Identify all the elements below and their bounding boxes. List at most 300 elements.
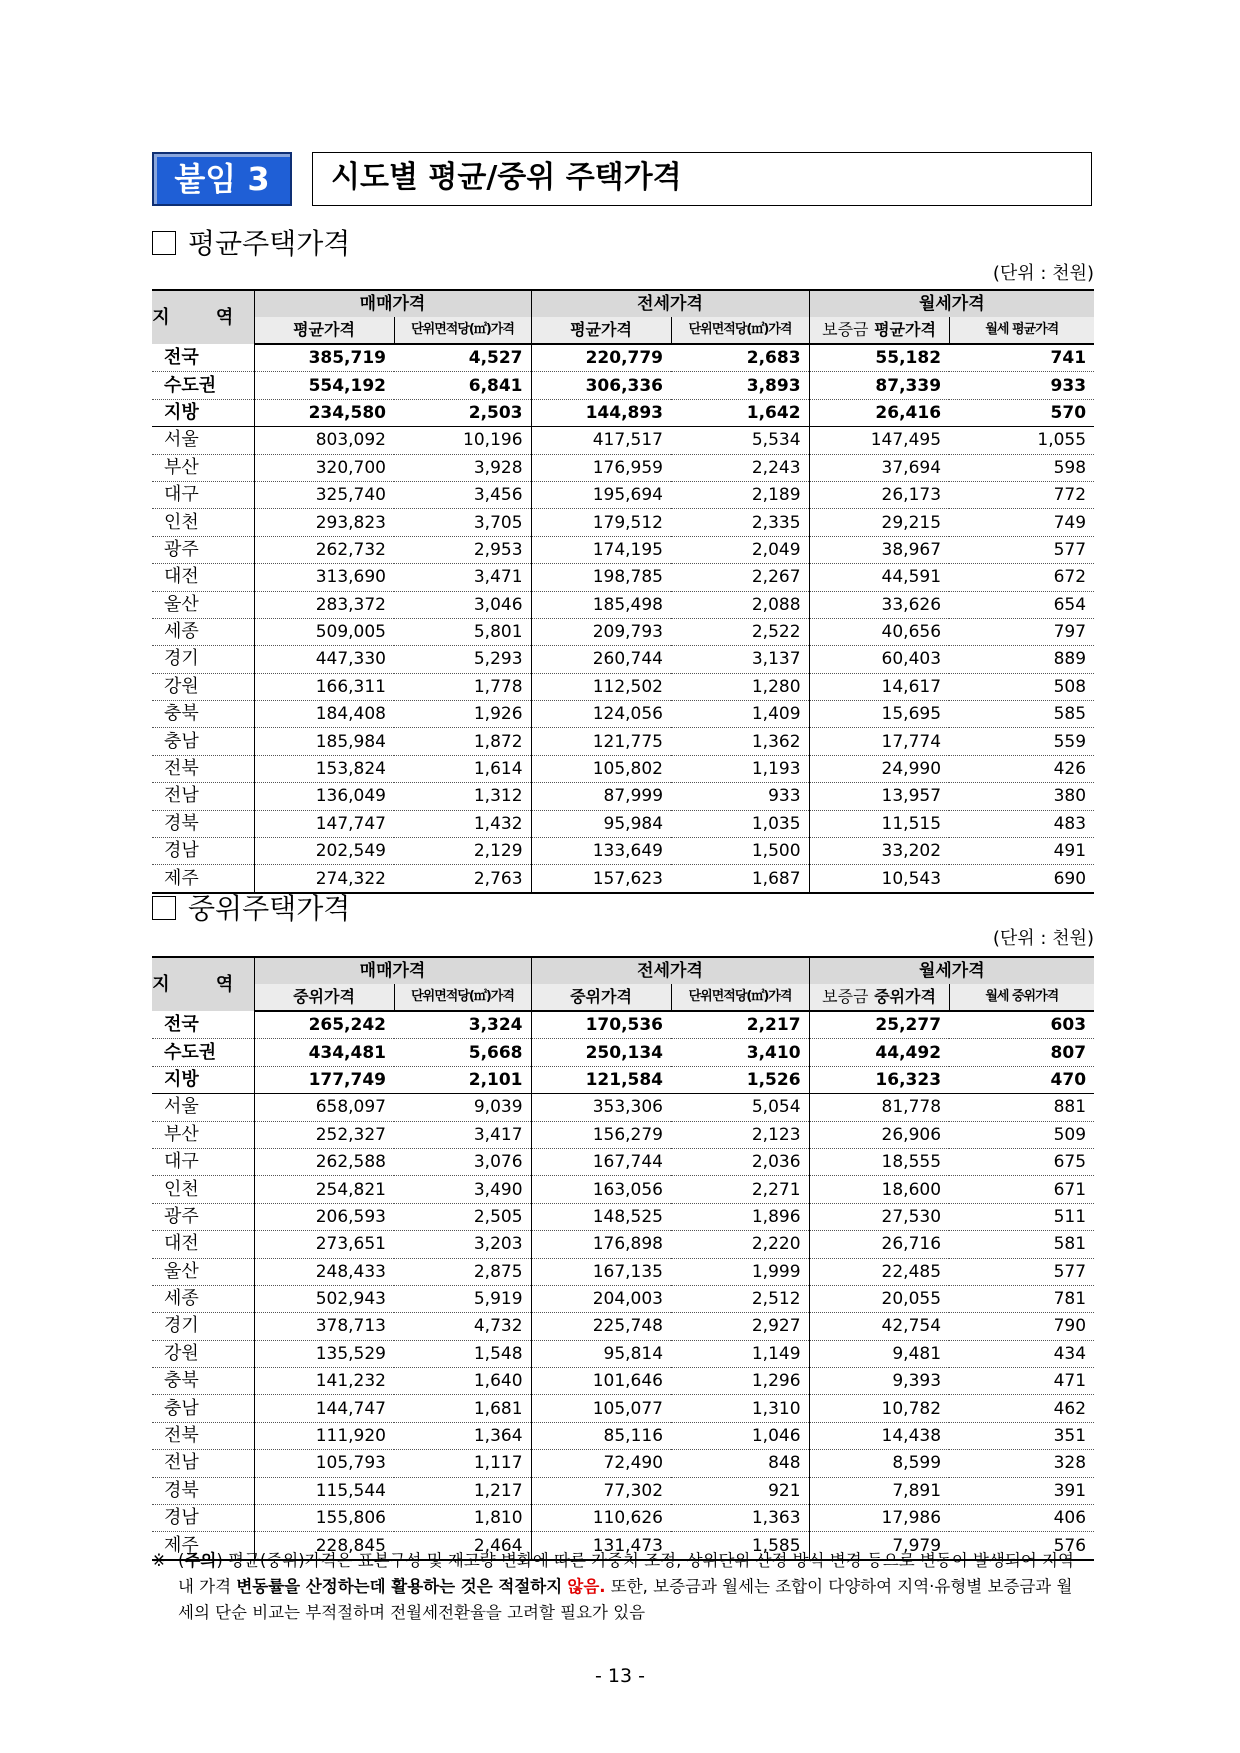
region-cell (152, 1368, 254, 1395)
region-name: 울산 (164, 1260, 199, 1282)
region-name: 충남 (164, 1397, 199, 1419)
value-cell: 1,432 (394, 810, 531, 837)
value-cell: 3,137 (671, 646, 809, 673)
value-cell: 1,999 (671, 1258, 809, 1285)
region-name: 세종 (164, 621, 199, 643)
page-number: - 13 - (595, 1665, 645, 1687)
value-cell: 658,097 (254, 1094, 394, 1121)
value-cell: 2,101 (394, 1066, 531, 1093)
region-name: 서울 (164, 429, 199, 451)
region-cell (152, 509, 254, 536)
value-cell: 1,872 (394, 728, 531, 755)
value-cell: 1,035 (671, 810, 809, 837)
value-cell: 3,410 (671, 1039, 809, 1066)
sub-header-part: 보증금 (822, 987, 869, 1006)
value-cell: 3,417 (394, 1121, 531, 1148)
value-cell: 889 (949, 646, 1094, 673)
value-cell: 105,793 (254, 1450, 394, 1477)
value-cell: 447,330 (254, 646, 394, 673)
value-cell: 144,893 (531, 399, 671, 426)
value-cell: 135,529 (254, 1340, 394, 1367)
value-cell: 380 (949, 783, 1094, 810)
value-cell: 20,055 (809, 1285, 949, 1312)
value-cell: 2,512 (671, 1285, 809, 1312)
value-cell: 1,926 (394, 701, 531, 728)
value-cell: 921 (671, 1477, 809, 1504)
value-cell: 147,747 (254, 810, 394, 837)
value-cell: 202,549 (254, 838, 394, 865)
value-cell: 2,243 (671, 454, 809, 481)
med-section-heading (152, 891, 350, 927)
region-cell (152, 783, 254, 810)
value-cell: 385,719 (254, 344, 394, 372)
value-cell: 167,135 (531, 1258, 671, 1285)
region-name: 제주 (164, 1534, 199, 1556)
value-cell: 5,534 (671, 427, 809, 454)
value-cell: 55,182 (809, 344, 949, 372)
value-cell: 87,999 (531, 783, 671, 810)
region-cell (152, 1505, 254, 1532)
value-cell: 136,049 (254, 783, 394, 810)
value-cell: 115,544 (254, 1477, 394, 1504)
value-cell: 260,744 (531, 646, 671, 673)
value-cell: 471 (949, 1368, 1094, 1395)
value-cell: 2,927 (671, 1313, 809, 1340)
value-cell: 2,763 (394, 865, 531, 893)
value-cell: 3,456 (394, 481, 531, 508)
region-cell (152, 728, 254, 755)
region-cell (152, 1422, 254, 1449)
region-cell (152, 1395, 254, 1422)
region-cell (152, 591, 254, 618)
value-cell: 690 (949, 865, 1094, 893)
value-cell: 77,302 (531, 1477, 671, 1504)
avg-section-heading (152, 226, 350, 262)
table-row (152, 591, 1094, 618)
value-cell: 1,614 (394, 755, 531, 782)
sub-header: 평균가격 (531, 317, 671, 344)
value-cell: 1,117 (394, 1450, 531, 1477)
region-name: 지방 (164, 401, 199, 423)
value-cell: 195,694 (531, 481, 671, 508)
region-name: 전남 (164, 1452, 199, 1474)
value-cell: 101,646 (531, 1368, 671, 1395)
region-cell (152, 399, 254, 426)
value-cell: 10,782 (809, 1395, 949, 1422)
value-cell: 933 (949, 372, 1094, 399)
value-cell: 2,267 (671, 564, 809, 591)
table-row (152, 1148, 1094, 1175)
region-name: 전북 (164, 758, 199, 780)
value-cell: 184,408 (254, 701, 394, 728)
region-name: 인천 (164, 511, 199, 533)
value-cell: 60,403 (809, 646, 949, 673)
table-row (152, 1258, 1094, 1285)
table-row (152, 1121, 1094, 1148)
value-cell: 1,778 (394, 673, 531, 700)
value-cell: 33,626 (809, 591, 949, 618)
value-cell: 426 (949, 755, 1094, 782)
value-cell: 585 (949, 701, 1094, 728)
value-cell: 328 (949, 1450, 1094, 1477)
value-cell: 581 (949, 1231, 1094, 1258)
value-cell: 1,362 (671, 728, 809, 755)
footnote-text (178, 1548, 1087, 1626)
value-cell: 3,490 (394, 1176, 531, 1203)
value-cell: 206,593 (254, 1203, 394, 1230)
sub-header-part: 평균가격 (874, 320, 936, 339)
value-cell: 672 (949, 564, 1094, 591)
value-cell: 254,821 (254, 1176, 394, 1203)
region-cell (152, 372, 254, 399)
value-cell: 5,293 (394, 646, 531, 673)
region-cell (152, 1258, 254, 1285)
region-cell (152, 673, 254, 700)
region-cell (152, 1285, 254, 1312)
value-cell: 790 (949, 1313, 1094, 1340)
region-name: 대전 (164, 1233, 199, 1255)
value-cell: 220,779 (531, 344, 671, 372)
value-cell: 2,217 (671, 1011, 809, 1039)
avg-heading-text: 평균주택가격 (188, 227, 351, 260)
value-cell: 38,967 (809, 536, 949, 563)
region-cell (152, 1148, 254, 1175)
region-cell (152, 1313, 254, 1340)
value-cell: 2,953 (394, 536, 531, 563)
value-cell: 5,668 (394, 1039, 531, 1066)
value-cell: 1,046 (671, 1422, 809, 1449)
value-cell: 17,986 (809, 1505, 949, 1532)
value-cell: 5,801 (394, 618, 531, 645)
value-cell: 378,713 (254, 1313, 394, 1340)
value-cell: 250,134 (531, 1039, 671, 1066)
table-row (152, 1450, 1094, 1477)
region-name: 충북 (164, 1370, 199, 1392)
region-cell (152, 536, 254, 563)
value-cell: 7,891 (809, 1477, 949, 1504)
value-cell: 273,651 (254, 1231, 394, 1258)
footnote-part: 또한, 보증금과 월세는 조합이 다양하여 지역·유형별 보증금과 월세의 단순 비교는 부적절하며 전월세전환율을 고려할 필요가 있음 (178, 1577, 1073, 1622)
value-cell: 1,217 (394, 1477, 531, 1504)
value-cell: 391 (949, 1477, 1094, 1504)
value-cell: 13,957 (809, 783, 949, 810)
value-cell: 156,279 (531, 1121, 671, 1148)
value-cell: 10,543 (809, 865, 949, 893)
region-header: 지 역 (152, 957, 254, 1011)
footnote (152, 1548, 1087, 1626)
sub-header-part: 보증금 (822, 320, 869, 339)
value-cell: 176,898 (531, 1231, 671, 1258)
value-cell: 8,599 (809, 1450, 949, 1477)
value-cell: 2,505 (394, 1203, 531, 1230)
region-name: 서울 (164, 1096, 199, 1118)
value-cell: 1,642 (671, 399, 809, 426)
table-row (152, 618, 1094, 645)
value-cell: 185,984 (254, 728, 394, 755)
value-cell: 570 (949, 399, 1094, 426)
value-cell: 225,748 (531, 1313, 671, 1340)
value-cell: 131,473 (531, 1532, 671, 1560)
value-cell: 170,536 (531, 1011, 671, 1039)
value-cell: 198,785 (531, 564, 671, 591)
value-cell: 1,896 (671, 1203, 809, 1230)
table-row (152, 1340, 1094, 1367)
table-row (152, 1313, 1094, 1340)
square-bullet-icon (152, 896, 176, 920)
value-cell: 434 (949, 1340, 1094, 1367)
value-cell: 40,656 (809, 618, 949, 645)
value-cell: 29,215 (809, 509, 949, 536)
region-name: 부산 (164, 456, 199, 478)
region-cell (152, 838, 254, 865)
region-name: 경남 (164, 1507, 199, 1529)
square-bullet-icon (152, 231, 176, 255)
value-cell: 1,193 (671, 755, 809, 782)
region-name: 경북 (164, 1479, 199, 1501)
value-cell: 293,823 (254, 509, 394, 536)
value-cell: 167,744 (531, 1148, 671, 1175)
value-cell: 3,705 (394, 509, 531, 536)
value-cell: 1,312 (394, 783, 531, 810)
region-name: 인천 (164, 1178, 199, 1200)
sub-header (949, 317, 1094, 344)
region-cell (152, 454, 254, 481)
value-cell: 671 (949, 1176, 1094, 1203)
region-name: 대전 (164, 566, 199, 588)
table-row (152, 1395, 1094, 1422)
value-cell: 121,775 (531, 728, 671, 755)
value-cell: 25,277 (809, 1011, 949, 1039)
table-row (152, 701, 1094, 728)
value-cell: 406 (949, 1505, 1094, 1532)
value-cell: 881 (949, 1094, 1094, 1121)
value-cell: 14,438 (809, 1422, 949, 1449)
value-cell: 434,481 (254, 1039, 394, 1066)
value-cell: 502,943 (254, 1285, 394, 1312)
table-row (152, 1505, 1094, 1532)
value-cell: 44,591 (809, 564, 949, 591)
sub-header (809, 984, 949, 1011)
value-cell: 5,919 (394, 1285, 531, 1312)
table-row (152, 728, 1094, 755)
table-row (152, 481, 1094, 508)
table-row (152, 1066, 1094, 1093)
group-header-sale: 매매가격 (254, 957, 531, 984)
value-cell: 325,740 (254, 481, 394, 508)
value-cell: 163,056 (531, 1176, 671, 1203)
value-cell: 157,623 (531, 865, 671, 893)
value-cell: 42,754 (809, 1313, 949, 1340)
value-cell: 2,875 (394, 1258, 531, 1285)
table-row (152, 1285, 1094, 1312)
footnote-emphasis: 변동률을 산정하는데 활용하는 것은 적절하지 (236, 1577, 563, 1596)
region-cell (152, 810, 254, 837)
value-cell: 509 (949, 1121, 1094, 1148)
value-cell: 252,327 (254, 1121, 394, 1148)
value-cell: 112,502 (531, 673, 671, 700)
value-cell: 509,005 (254, 618, 394, 645)
table-row (152, 1203, 1094, 1230)
value-cell: 1,810 (394, 1505, 531, 1532)
value-cell: 598 (949, 454, 1094, 481)
table-row (152, 509, 1094, 536)
table-row (152, 1368, 1094, 1395)
value-cell: 749 (949, 509, 1094, 536)
value-cell: 353,306 (531, 1094, 671, 1121)
value-cell: 320,700 (254, 454, 394, 481)
value-cell: 2,335 (671, 509, 809, 536)
value-cell: 11,515 (809, 810, 949, 837)
table-row (152, 673, 1094, 700)
value-cell: 37,694 (809, 454, 949, 481)
region-cell (152, 1176, 254, 1203)
value-cell: 313,690 (254, 564, 394, 591)
value-cell: 26,173 (809, 481, 949, 508)
table-row (152, 810, 1094, 837)
value-cell: 4,527 (394, 344, 531, 372)
group-header-sale: 매매가격 (254, 290, 531, 317)
value-cell: 148,525 (531, 1203, 671, 1230)
value-cell: 95,814 (531, 1340, 671, 1367)
value-cell: 22,485 (809, 1258, 949, 1285)
table-row (152, 755, 1094, 782)
table-row (152, 1176, 1094, 1203)
value-cell: 9,039 (394, 1094, 531, 1121)
region-name: 광주 (164, 1205, 199, 1227)
value-cell: 265,242 (254, 1011, 394, 1039)
value-cell: 1,526 (671, 1066, 809, 1093)
value-cell: 2,129 (394, 838, 531, 865)
value-cell: 559 (949, 728, 1094, 755)
region-name: 부산 (164, 1123, 199, 1145)
value-cell: 351 (949, 1422, 1094, 1449)
region-cell (152, 1094, 254, 1121)
value-cell: 81,778 (809, 1094, 949, 1121)
value-cell: 2,036 (671, 1148, 809, 1175)
region-name: 대구 (164, 1151, 199, 1173)
region-name: 전국 (164, 1013, 199, 1035)
value-cell: 176,959 (531, 454, 671, 481)
value-cell: 85,116 (531, 1422, 671, 1449)
value-cell: 204,003 (531, 1285, 671, 1312)
value-cell: 2,522 (671, 618, 809, 645)
region-name: 지방 (164, 1068, 199, 1090)
region-name: 수도권 (164, 374, 217, 396)
table-row (152, 454, 1094, 481)
region-name: 전남 (164, 785, 199, 807)
appendix-tag: 붙임 3 (152, 152, 292, 206)
region-name: 전국 (164, 346, 199, 368)
table-row (152, 372, 1094, 399)
value-cell: 933 (671, 783, 809, 810)
region-cell (152, 865, 254, 893)
value-cell: 511 (949, 1203, 1094, 1230)
value-cell: 274,322 (254, 865, 394, 893)
value-cell: 10,196 (394, 427, 531, 454)
value-cell: 121,584 (531, 1066, 671, 1093)
table-row (152, 344, 1094, 372)
sub-header: 중위가격 (254, 984, 394, 1011)
value-cell: 18,600 (809, 1176, 949, 1203)
value-cell: 470 (949, 1066, 1094, 1093)
footnote-part: ( (178, 1551, 185, 1570)
value-cell: 262,732 (254, 536, 394, 563)
region-cell (152, 564, 254, 591)
value-cell: 508 (949, 673, 1094, 700)
value-cell: 72,490 (531, 1450, 671, 1477)
value-cell: 166,311 (254, 673, 394, 700)
region-cell (152, 646, 254, 673)
value-cell: 577 (949, 1258, 1094, 1285)
value-cell: 283,372 (254, 591, 394, 618)
value-cell: 2,123 (671, 1121, 809, 1148)
value-cell: 87,339 (809, 372, 949, 399)
value-cell: 807 (949, 1039, 1094, 1066)
value-cell: 1,280 (671, 673, 809, 700)
value-cell: 1,585 (671, 1532, 809, 1560)
sub-header: 단위면적당(㎡)가격 (671, 317, 809, 344)
value-cell: 2,464 (394, 1532, 531, 1560)
value-cell: 26,906 (809, 1121, 949, 1148)
value-cell: 153,824 (254, 755, 394, 782)
value-cell: 110,626 (531, 1505, 671, 1532)
value-cell: 7,979 (809, 1532, 949, 1560)
value-cell: 491 (949, 838, 1094, 865)
value-cell: 209,793 (531, 618, 671, 645)
value-cell: 1,310 (671, 1395, 809, 1422)
value-cell: 6,841 (394, 372, 531, 399)
value-cell: 2,220 (671, 1231, 809, 1258)
table-row (152, 1094, 1094, 1121)
value-cell: 3,203 (394, 1231, 531, 1258)
value-cell: 2,088 (671, 591, 809, 618)
region-name: 충남 (164, 730, 199, 752)
page-title: 시도별 평균/중위 주택가격 (312, 152, 1092, 206)
region-cell (152, 481, 254, 508)
value-cell: 772 (949, 481, 1094, 508)
table-row (152, 1231, 1094, 1258)
value-cell: 1,055 (949, 427, 1094, 454)
group-header-jeonse: 전세가격 (531, 957, 809, 984)
value-cell: 3,928 (394, 454, 531, 481)
value-cell: 27,530 (809, 1203, 949, 1230)
value-cell: 9,393 (809, 1368, 949, 1395)
med-heading-text: 중위주택가격 (188, 892, 351, 925)
sub-header: 단위면적당(㎡)가격 (394, 317, 531, 344)
median-price-table (152, 956, 1094, 1561)
avg-unit-label: (단위 : 천원) (992, 263, 1094, 284)
value-cell: 462 (949, 1395, 1094, 1422)
value-cell: 15,695 (809, 701, 949, 728)
value-cell: 577 (949, 536, 1094, 563)
value-cell: 3,893 (671, 372, 809, 399)
table-row (152, 564, 1094, 591)
table-row (152, 646, 1094, 673)
value-cell: 111,920 (254, 1422, 394, 1449)
region-name: 세종 (164, 1288, 199, 1310)
value-cell: 1,363 (671, 1505, 809, 1532)
value-cell: 1,149 (671, 1340, 809, 1367)
footnote-part: ) 평균(중위)가격은 표본구성 및 재고량 변화에 따른 가중치 조정, 상위단위 산정 방식 변경 등으로 변동이 발생되어 지역 내 가격 (178, 1551, 1074, 1596)
region-name: 제주 (164, 867, 199, 889)
sub-header (809, 317, 949, 344)
value-cell: 174,195 (531, 536, 671, 563)
value-cell: 26,416 (809, 399, 949, 426)
sub-header: 평균가격 (254, 317, 394, 344)
value-cell: 1,500 (671, 838, 809, 865)
value-cell: 14,617 (809, 673, 949, 700)
table-row (152, 1039, 1094, 1066)
